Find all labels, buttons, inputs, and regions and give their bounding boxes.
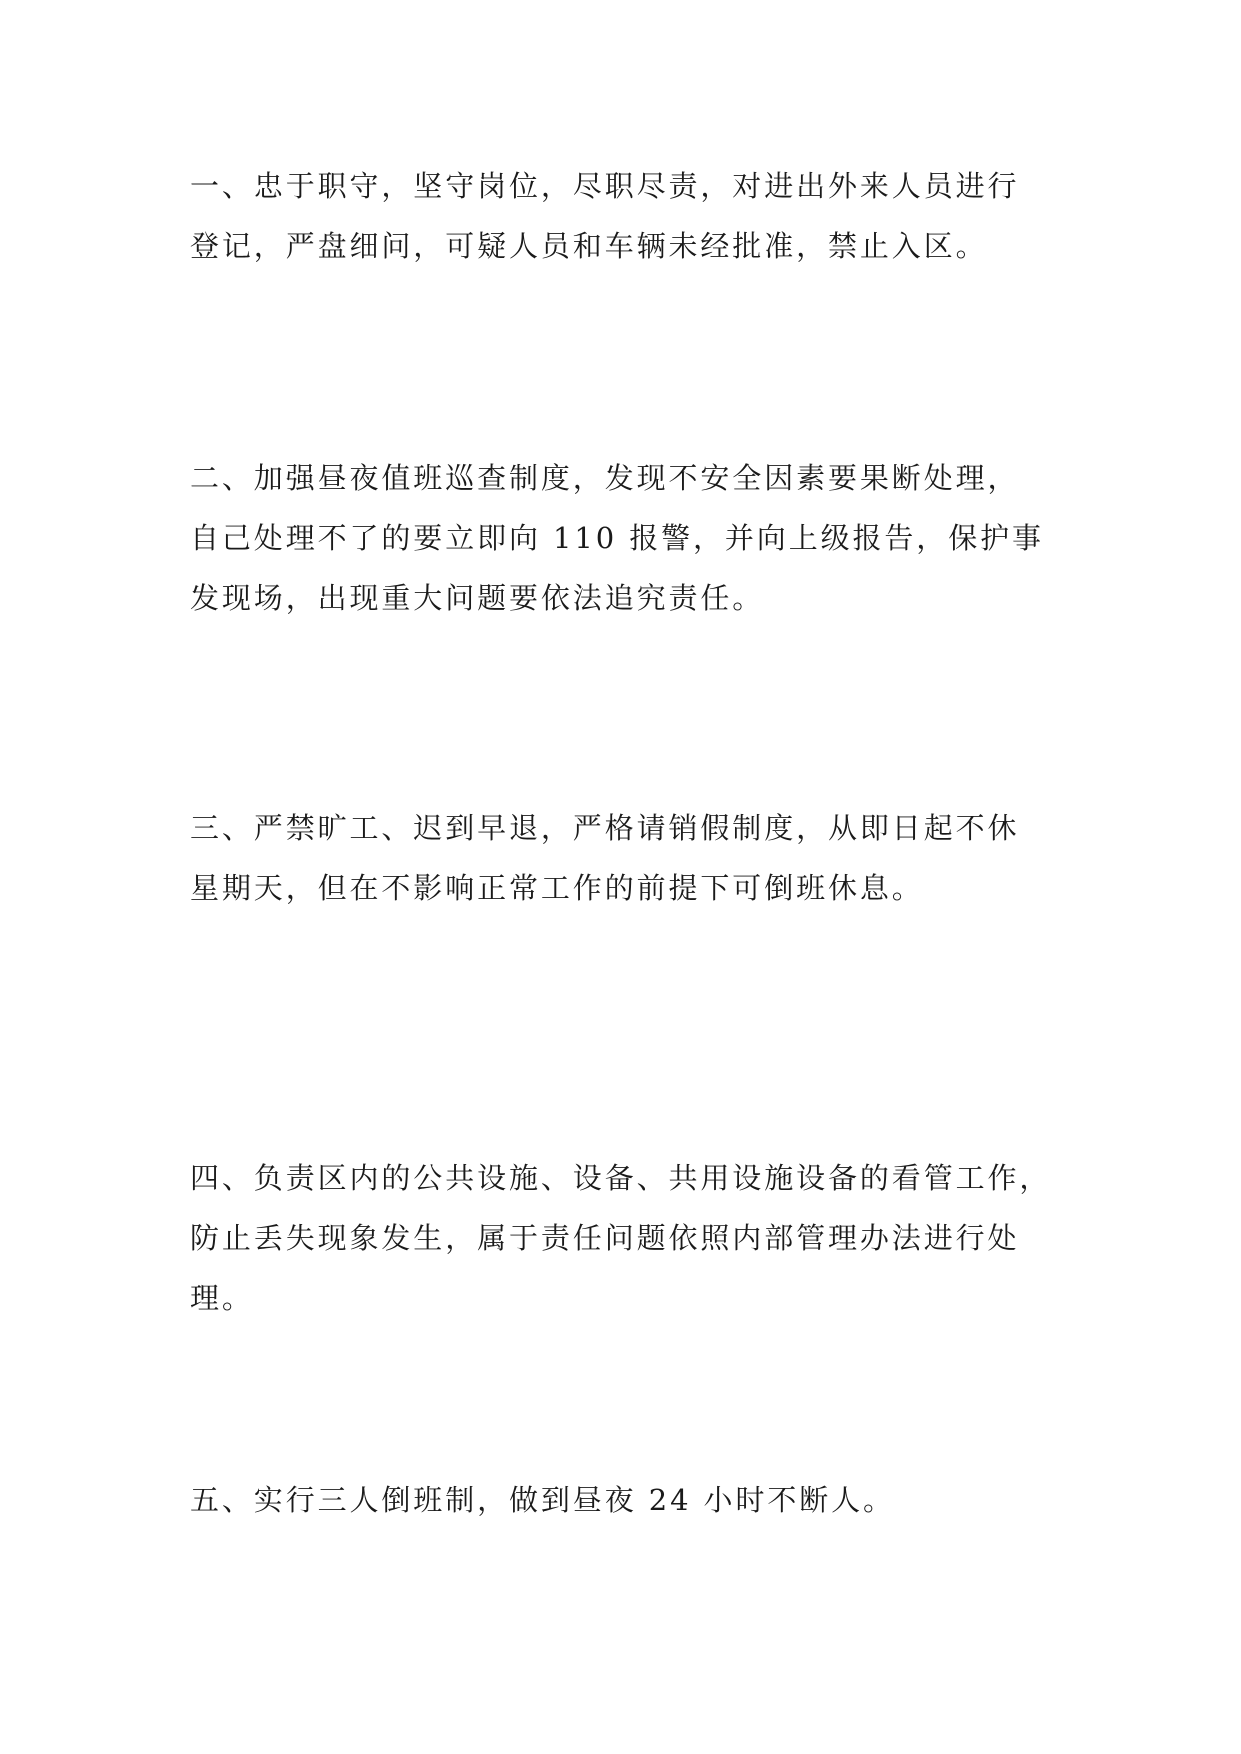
clause-4-line-2: 防止丢失现象发生，属于责任问题依照内部管理办法进行处: [190, 1221, 1020, 1255]
clause-5-line-1: 五、实行三人倒班制，做到昼夜 24 小时不断人。: [190, 1483, 895, 1517]
clause-2-line-3: 发现场，出现重大问题要依法追究责任。: [190, 581, 765, 615]
clause-3: [190, 798, 1070, 918]
clause-5: [190, 1470, 1070, 1530]
clause-4-line-3: 理。: [190, 1281, 254, 1315]
clause-1: [190, 156, 1070, 276]
clause-2-line-2: 自己处理不了的要立即向 110 报警，并向上级报告，保护事: [190, 521, 1044, 555]
clause-4: [190, 1148, 1070, 1328]
clause-3-line-1: 三、严禁旷工、迟到早退，严格请销假制度，从即日起不休: [190, 811, 1020, 845]
clause-4-line-1: 四、负责区内的公共设施、设备、共用设施设备的看管工作，: [190, 1161, 1052, 1195]
clause-1-line-1: 一、忠于职守，坚守岗位，尽职尽责，对进出外来人员进行: [190, 169, 1020, 203]
clause-2: [190, 448, 1070, 628]
clause-1-line-2: 登记，严盘细问，可疑人员和车辆未经批准，禁止入区。: [190, 229, 988, 263]
clause-3-line-2: 星期天，但在不影响正常工作的前提下可倒班休息。: [190, 871, 924, 905]
clause-2-line-1: 二、加强昼夜值班巡查制度，发现不安全因素要果断处理，: [190, 461, 1020, 495]
